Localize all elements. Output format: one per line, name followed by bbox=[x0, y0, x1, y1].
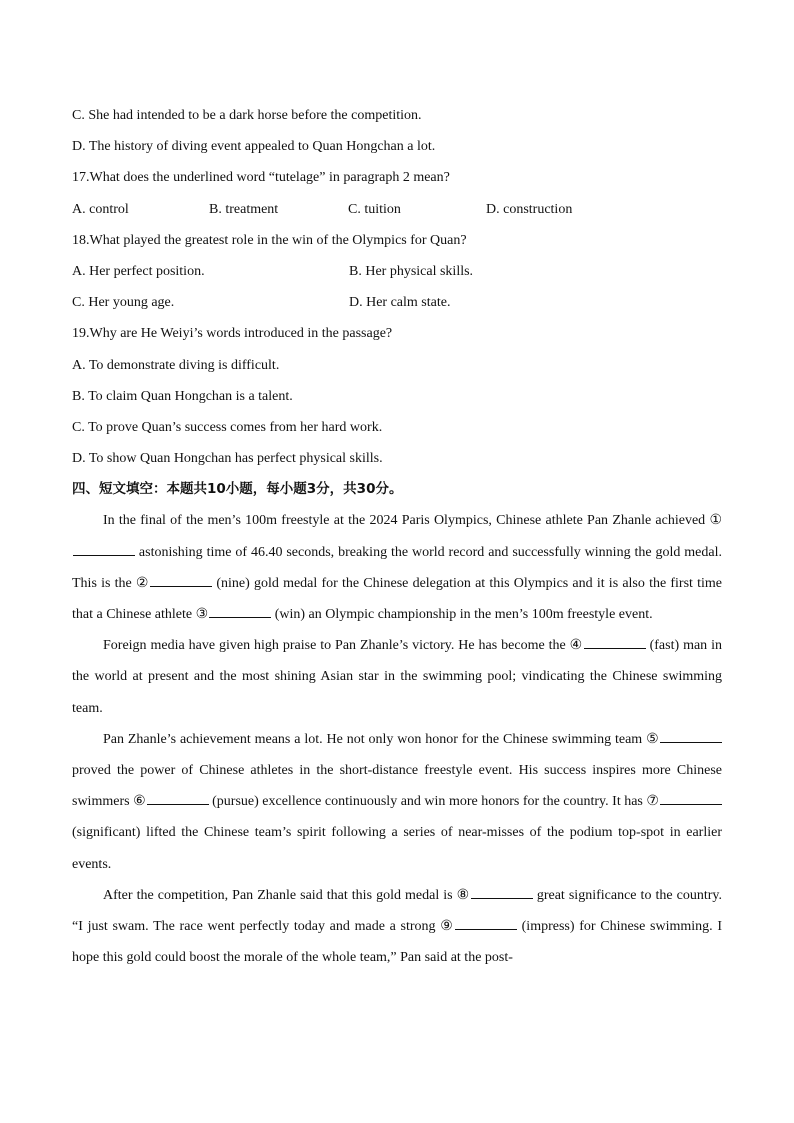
passage-text: great significance to the country. “I just swam. The race went perfectly today and made a strong bbox=[72, 887, 723, 935]
answer-blank[interactable] bbox=[150, 574, 212, 587]
question-18-options-row-1 bbox=[72, 256, 722, 287]
blank-number: ⑤ bbox=[646, 731, 659, 747]
answer-blank[interactable] bbox=[73, 543, 135, 556]
answer-blank[interactable] bbox=[455, 917, 517, 930]
answer-blank[interactable] bbox=[660, 792, 722, 805]
q17-option-d: D. construction bbox=[486, 201, 573, 217]
blank-number: ① bbox=[709, 513, 722, 529]
passage-text: (pursue) excellence continuously and win more honors for the country. It has bbox=[208, 794, 647, 810]
question-17-stem: 17.What does the underlined word “tutelage” in paragraph 2 mean? bbox=[72, 170, 450, 186]
q19-option-b: B. To claim Quan Hongchan is a talent. bbox=[72, 388, 293, 404]
q19-option-d: D. To show Quan Hongchan has perfect physical skills. bbox=[72, 451, 383, 467]
document-page bbox=[72, 100, 722, 973]
q18-option-b: B. Her physical skills. bbox=[349, 263, 474, 279]
q18-option-c: C. Her young age. bbox=[72, 295, 175, 311]
passage-text: (impress) for Chinese swimming. I hope this gold could boost the morale of the whole team,” Pan said at the post- bbox=[72, 919, 722, 966]
q19-option-a: A. To demonstrate diving is difficult. bbox=[72, 357, 280, 373]
passage-paragraph bbox=[72, 505, 722, 630]
blank-number: ⑦ bbox=[646, 794, 659, 810]
passage-paragraph bbox=[72, 630, 722, 724]
cloze-passage bbox=[72, 505, 722, 973]
blank-number: ⑧ bbox=[456, 887, 470, 903]
question-17-options bbox=[72, 194, 722, 225]
question-18-options-row-2 bbox=[72, 287, 722, 318]
passage-text: (nine) gold medal for the Chinese delegation at this Olympics and it is also the first time that a Chinese athlete bbox=[72, 575, 722, 623]
answer-blank[interactable] bbox=[584, 636, 646, 649]
passage-paragraph bbox=[72, 724, 722, 880]
blank-number: ⑨ bbox=[440, 919, 454, 935]
q18-option-a: A. Her perfect position. bbox=[72, 263, 205, 279]
passage-paragraph bbox=[72, 880, 722, 974]
passage-text: Foreign media have given high praise to Pan Zhanle’s victory. He has become the bbox=[103, 638, 570, 654]
blank-number: ③ bbox=[195, 607, 209, 623]
q17-option-a: A. control bbox=[72, 201, 129, 217]
passage-text: (fast) man in the world at present and the most shining Asian star in the swimming pool; vindicating the Chinese swimming team. bbox=[72, 638, 723, 716]
answer-blank[interactable] bbox=[209, 605, 271, 618]
section-heading: 四、短文填空：本题共10小题，每小题3分，共30分。 bbox=[72, 481, 403, 498]
answer-blank[interactable] bbox=[147, 792, 209, 805]
passage-text: (win) an Olympic championship in the men’s 100m freestyle event. bbox=[271, 607, 653, 623]
passage-text: (significant) lifted the Chinese team’s spirit following a series of near-misses of the podium top-spot in earlier events. bbox=[72, 825, 722, 872]
passage-text: After the competition, Pan Zhanle said that this gold medal is bbox=[103, 887, 457, 903]
option-d-q16: D. The history of diving event appealed to Quan Hongchan a lot. bbox=[72, 139, 436, 155]
q18-option-d: D. Her calm state. bbox=[349, 295, 451, 311]
q17-option-b: B. treatment bbox=[209, 201, 279, 217]
question-18-stem: 18.What played the greatest role in the win of the Olympics for Quan? bbox=[72, 232, 467, 248]
passage-text: In the final of the men’s 100m freestyle at the 2024 Paris Olympics, Chinese athlete Pan Zhanle achieved bbox=[103, 513, 710, 529]
blank-number: ④ bbox=[569, 638, 583, 654]
question-19-stem: 19.Why are He Weiyi’s words introduced in the passage? bbox=[72, 326, 393, 342]
passage-text: astonishing time of 46.40 seconds, breaking the world record and successfully winning the gold medal. This is the bbox=[72, 544, 722, 591]
blank-number: ⑥ bbox=[133, 794, 146, 810]
blank-number: ② bbox=[135, 575, 150, 591]
passage-text: proved the power of Chinese athletes in the short-distance freestyle event. His success inspires more Chinese swimmers bbox=[72, 763, 722, 810]
answer-blank[interactable] bbox=[471, 886, 533, 899]
q17-option-c: C. tuition bbox=[348, 201, 401, 217]
answer-blank[interactable] bbox=[660, 730, 722, 743]
option-c-q16: C. She had intended to be a dark horse before the competition. bbox=[72, 108, 422, 123]
q19-option-c: C. To prove Quan’s success comes from her hard work. bbox=[72, 419, 383, 435]
passage-text: Pan Zhanle’s achievement means a lot. He not only won honor for the Chinese swimming team bbox=[103, 731, 647, 747]
